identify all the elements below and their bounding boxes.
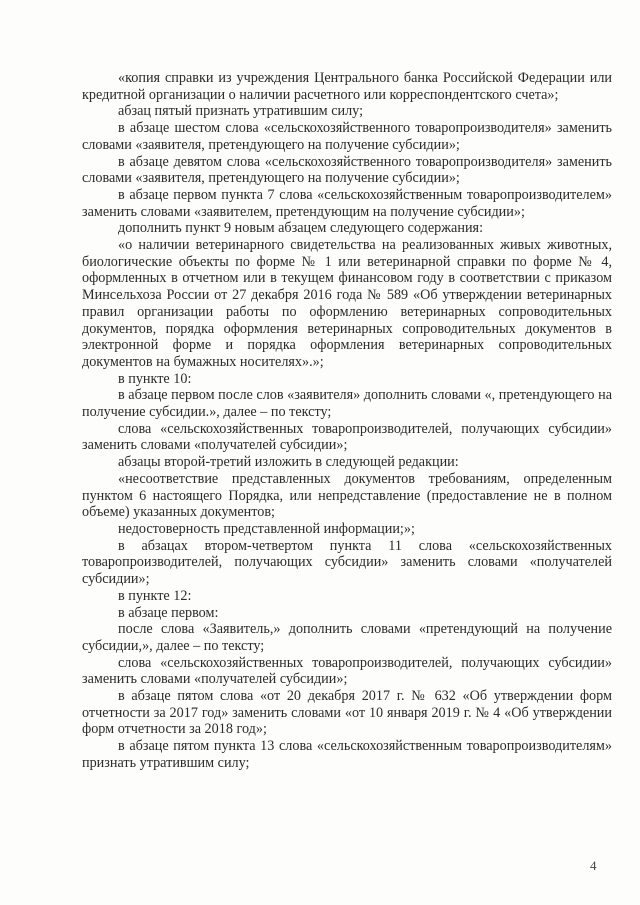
- paragraph: в абзаце пятом пункта 13 слова «сельскохозяйственным товаропроизводителям» признать утратившим силу;: [82, 738, 612, 771]
- paragraph: в абзацах втором-четвертом пункта 11 слова «сельскохозяйственных товаропроизводителей, получающих субсидии» заменить словами «получателей субсидии»;: [82, 537, 612, 588]
- paragraph: после слова «Заявитель,» дополнить словами «претендующий на получение субсидии,», далее – по тексту;: [82, 621, 612, 654]
- paragraph: дополнить пункт 9 новым абзацем следующего содержания:: [118, 220, 484, 237]
- paragraph: в пункте 12:: [118, 587, 192, 604]
- paragraph: в абзаце первом пункта 7 слова «сельскохозяйственным товаропроизводителем» заменить словами «заявителем, претендующим на получение субсидии»;: [82, 186, 612, 220]
- document-body: [82, 70, 612, 772]
- paragraph: «копия справки из учреждения Центрального банка Российской Федерации или кредитной организации о наличии расчетного или корреспондентского счета»;: [82, 70, 612, 103]
- paragraph: слова «сельскохозяйственных товаропроизводителей, получающих субсидии» заменить словами «получателей субсидии»;: [82, 654, 612, 688]
- paragraph: недостоверность представленной информации;»;: [118, 520, 415, 537]
- paragraph: абзац пятый признать утратившим силу;: [118, 103, 364, 120]
- paragraph: в пункте 10:: [118, 370, 192, 387]
- paragraph: «о наличии ветеринарного свидетельства на реализованных живых животных, биологические объекты по форме № 1 или ветеринарной справки по форме № 4, оформленных в отчетном или в текущем финансовом году в соответствии с приказом Минсельхоза России от 27 декабря 2016 года № 589 «Об утверждении ветеринарных правил организации работы по оформлению ветеринарных сопроводительных документов, порядка оформления ветеринарных сопроводительных документов в электронной форме и порядка оформления ветеринарных сопроводительных документов на бумажных носителях».»;: [82, 237, 612, 370]
- paragraph: абзацы второй-третий изложить в следующей редакции:: [118, 454, 459, 471]
- paragraph: в абзаце первом после слов «заявителя» дополнить словами «, претендующего на получение субсидии.», далее – по тексту;: [82, 387, 612, 421]
- page-number: 4: [590, 858, 597, 873]
- paragraph: «несоответствие представленных документов требованиям, определенным пунктом 6 настоящего Порядка, или непредставление (предоставление не в полном объеме) указанных документов;: [82, 470, 612, 521]
- paragraph: в абзаце девятом слова «сельскохозяйственного товаропроизводителя» заменить словами «заявителя, претендующего на получение субсидии»;: [82, 153, 612, 187]
- paragraph: слова «сельскохозяйственных товаропроизводителей, получающих субсидии» заменить словами «получателей субсидии»;: [82, 420, 612, 454]
- paragraph: в абзаце пятом слова «от 20 декабря 2017 г. № 632 «Об утверждении форм отчетности за 2017 год» заменить словами «от 10 января 2019 г. № 4 «Об утверждении форм отчетности за 2018 год»;: [82, 688, 612, 738]
- paragraph: в абзаце первом:: [118, 604, 219, 621]
- paragraph: в абзаце шестом слова «сельскохозяйственного товаропроизводителя» заменить словами «заявителя, претендующего на получение субсидии»;: [82, 120, 612, 153]
